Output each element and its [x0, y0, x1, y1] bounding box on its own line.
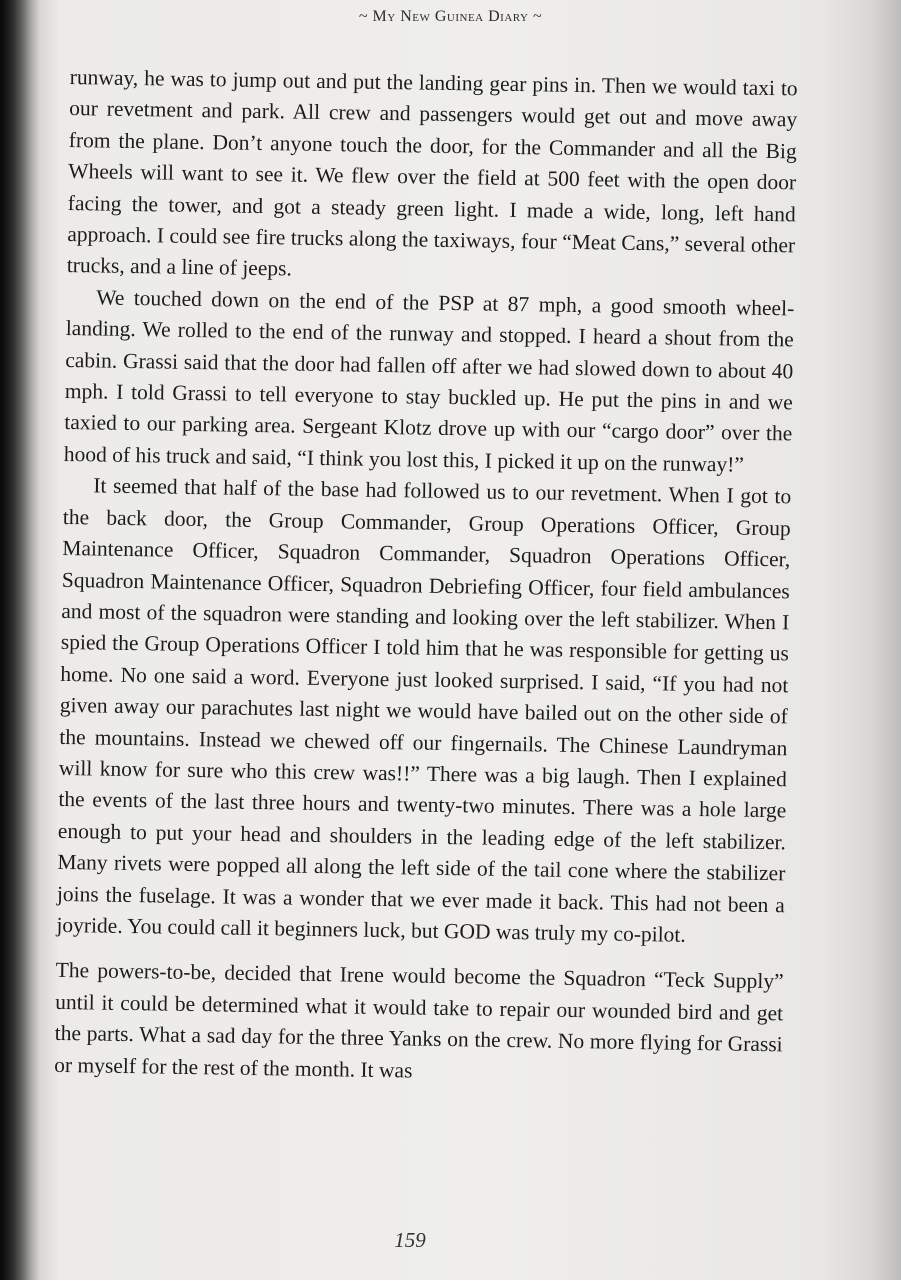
gutter-shadow	[0, 0, 40, 1280]
paragraph-4: The powers-to-be, decided that Irene would become the Squadron “Teck Supply” until it could be determined what it would take to repair our wounded bird and get the parts. What a sad day for the three Yanks on the crew. No more flying for Grassi or myself for the rest of the month. It was	[54, 958, 784, 1083]
paragraph-3: It seemed that half of the base had followed us to our revetment. When I got to the back door, the Group Commander, Group Operations Officer, Group Maintenance Officer, Squadron Commander, Squadron Operations Officer, Squadron Maintenance Officer, Squadron Debriefing Officer, four field ambulances and most of the squadron were standing and looking over the left stabilizer. When I spied the Group Operations Officer I told him that he was responsible for getting us home. No one said a word. Everyone just looked surprised. I said, “If you had not given away our parachutes last night we would have bailed out on the other side of the mountains. Instead we chewed off our fingernails. The Chinese Laundryman will know for sure who this crew was!!” There was a big laugh. Then I explained the events of the last three hours and twenty-two minutes. There was a hole large enough to put your head and shoulders in the leading edge of the left stabilizer. Many rivets were popped all along the left side of the tail cone where the stabilizer joins the fuselage. It was a wonder that we ever made it back. This had not been a joyride. You could call it beginners luck, but GOD was truly my co-pilot.	[56, 473, 792, 947]
paragraph-1: runway, he was to jump out and put the landing gear pins in. Then we would taxi to our revetment and park. All crew and passengers would get out and move away from the plane. Don’t anyone touch the door, for the Commander and all the Big Wheels will want to see it. We flew over the field at 500 feet with the open door facing the tower, and got a steady green light. I made a wide, long, left hand approach. I could see fire trucks along the taxiways, four “Meat Cans,” several other trucks, and a line of jeeps.	[66, 64, 798, 281]
page-number: 159	[394, 1228, 426, 1252]
body-text	[54, 62, 798, 1092]
running-head: ~ My New Guinea Diary ~	[358, 8, 543, 25]
paragraph-2: We touched down on the end of the PSP at 87 mph, a good smooth wheel-landing. We rolled to the end of the runway and stopped. I heard a shout from the cabin. Grassi said that the door had fallen off after we had slowed down to about 40 mph. I told Grassi to tell everyone to stay buckled up. He put the pins in and we taxied to our parking area. Sergeant Klotz drove up with our “cargo door” over the hood of his truck and said, “I think you lost this, I picked it up on the runway!”	[63, 285, 795, 477]
